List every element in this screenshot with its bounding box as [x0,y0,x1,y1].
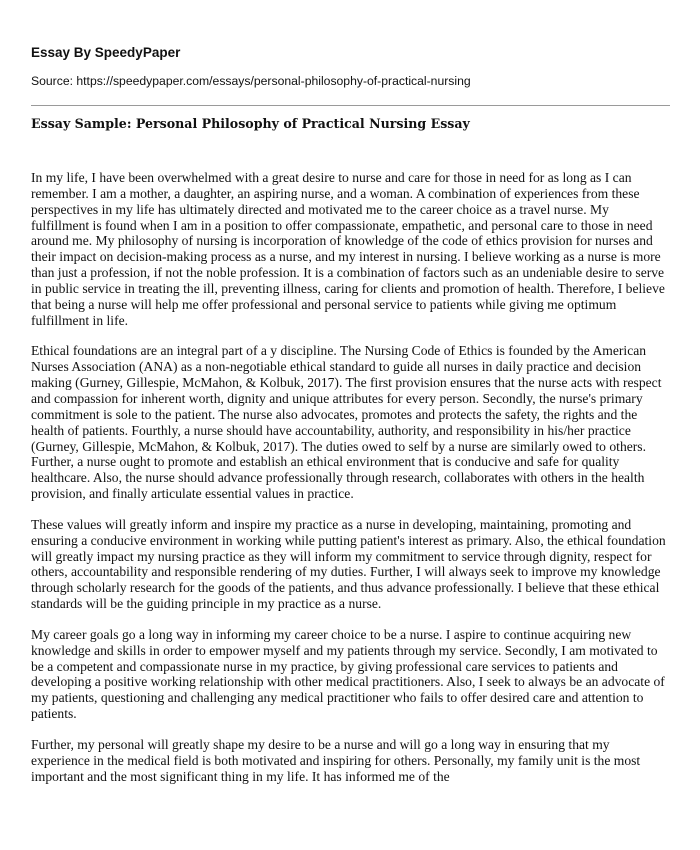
essay-paragraph: Ethical foundations are an integral part of a y discipline. The Nursing Code of Ethics is founded by the American Nurses Association (ANA) as a non-negotiable ethical standard to guide all nurses in daily practice and decision making (Gurney, Gillespie, McMahon, & Kolbuk, 2017). The first provision ensures that the nurse acts with respect and compassion for inherent worth, dignity and unique attributes for every person. Secondly, the nurse's primary commitment is sole to the patient. The nurse also advocates, promotes and protects the safety, the rights and the health of patients. Fourthly, a nurse should have accountability, authority, and responsibility in his/her practice (Gurney, Gillespie, McMahon, & Kolbuk, 2017). The duties owed to self by a nurse are similarly owed to others. Further, a nurse ought to promote and establish an ethical environment that is conducive and safe for quality healthcare. Also, the nurse should advance professionally through research, collaborates with others in the health provision, and finally articulate essential values in practice. [31,343,662,502]
essay-paragraph: Further, my personal will greatly shape my desire to be a nurse and will go a long way in ensuring that my experience in the medical field is both motivated and inspiring for others. Personally, my family unit is the most important and the most significant thing in my life. It has informed me of the [31,737,641,784]
essay-paragraph: My career goals go a long way in informing my career choice to be a nurse. I aspire to continue acquiring new knowledge and skills in order to empower myself and my patients through my service. Secondly, I am motivated to be a competent and compassionate nurse in my practice, by giving professional care services to patients and developing a positive working relationship with other medical practitioners. Also, I seek to always be an advocate of my patients, questioning and challenging any medical practitioner who fails to offer desired care and attention to patients. [31,626,665,722]
source-line: Source: https://speedypaper.com/essays/personal-philosophy-of-practical-nursing [31,74,471,88]
essay-paragraph: In my life, I have been overwhelmed with a great desire to nurse and care for those in need for as long as I can remember. I am a mother, a daughter, an aspiring nurse, and a woman. A combination of experiences from these perspectives in my life has ultimately directed and motivated me to the career choice as a travel nurse. My fulfillment is found when I am in a position to offer compassionate, empathetic, and personal care to those in need around me. My philosophy of nursing is incorporation of knowledge of the code of ethics provision for nurses and their impact on decision-making process as a nurse, and my interest in nursing. I believe working as a nurse is more than just a profession, if not the noble profession. It is a combination of factors such as an undeniable desire to serve in public service in treating the ill, preventing illness, caring for clients and promotion of health. Therefore, I believe that being a nurse will help me offer professional and personal service to patients while giving me optimum fulfillment in life. [31,170,665,328]
essay-body [31,170,670,785]
header-divider [31,105,670,106]
publisher-heading: Essay By SpeedyPaper [31,45,181,60]
essay-title: Essay Sample: Personal Philosophy of Practical Nursing Essay [31,116,470,131]
document-header [31,44,670,89]
essay-paragraph: These values will greatly inform and inspire my practice as a nurse in developing, maintaining, promoting and ensuring a conducive environment in working while putting patient's interest as primary. Also, the ethical foundation will greatly impact my nursing practice as they will inform my commitment to service through dignity, respect for others, accountability and responsible rendering of my duties. Further, I will always seek to improve my knowledge through scholarly research for the goods of the patients, and thus advance professionally. I believe that these ethical standards will be the guiding principle in my practice as a nurse. [31,516,666,612]
